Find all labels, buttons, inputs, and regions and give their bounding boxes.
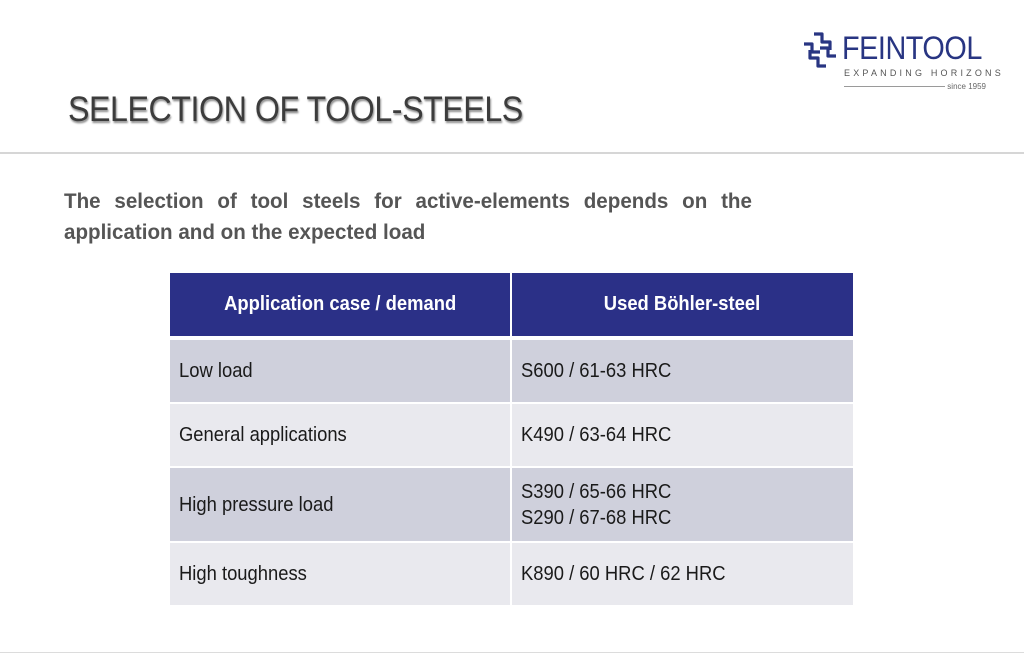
application-case-cell: High pressure load xyxy=(170,467,511,542)
steel-cell: S600 / 61-63 HRC xyxy=(511,338,853,403)
logo-wordmark: FEINTOOL xyxy=(842,30,982,66)
logo-tagline: EXPANDING HORIZONS xyxy=(844,68,1004,78)
logo-since: since 1959 xyxy=(947,82,986,91)
application-case-cell: High toughness xyxy=(170,542,511,606)
application-case-cell: General applications xyxy=(170,403,511,467)
table-row xyxy=(170,338,853,403)
page-title: SELECTION OF TOOL-STEELS xyxy=(68,90,523,129)
table-row xyxy=(170,403,853,467)
steel-cell: K890 / 60 HRC / 62 HRC xyxy=(511,542,853,606)
header-used-steel: Used Böhler-steel xyxy=(511,273,853,338)
table-row xyxy=(170,542,853,606)
header-divider xyxy=(0,152,1024,154)
feintool-logo xyxy=(800,28,1004,98)
table-row xyxy=(170,467,853,542)
steel-selection-table xyxy=(170,273,853,607)
header-application-case: Application case / demand xyxy=(170,273,511,338)
application-case-cell: Low load xyxy=(170,338,511,403)
feintool-logo-mark-icon xyxy=(800,30,840,70)
steel-cell: S390 / 65-66 HRC S290 / 67-68 HRC xyxy=(511,467,853,542)
table-header-row xyxy=(170,273,853,338)
steel-cell: K490 / 63-64 HRC xyxy=(511,403,853,467)
footer-divider xyxy=(0,652,1024,653)
intro-text: The selection of tool steels for active-elements depends on the application and on the expected load xyxy=(64,190,752,244)
